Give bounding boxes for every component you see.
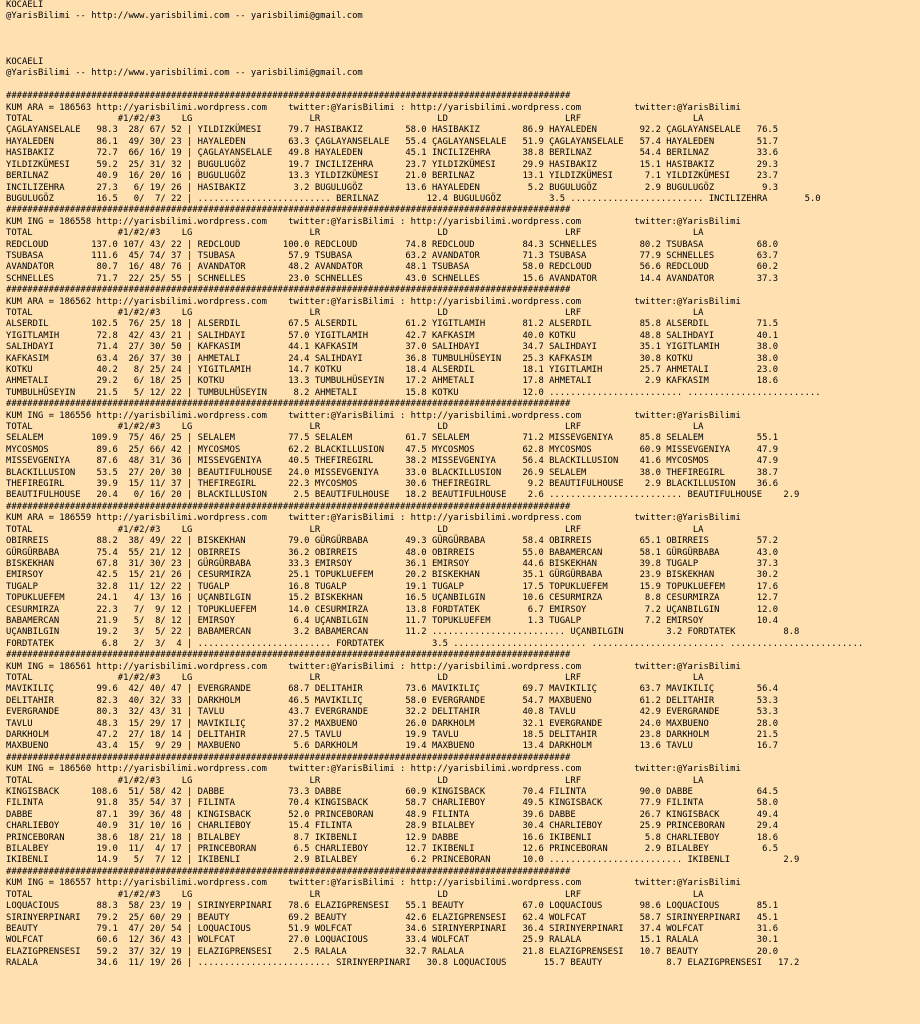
text-line: LOQUACIOUS 88.3 58/ 23/ 19 | SIRINYERPINARI 78.6 ELAZIGPRENSESI 55.1 BEAUTY 67.0 LOQUACIOUS 98.6 LOQUACIOUS 85.1 — [6, 901, 779, 912]
text-line: TOTAL #1/#2/#3 LG LR LD LRF LA — [6, 228, 704, 239]
text-line: KINGISBACK 108.6 51/ 58/ 42 | DABBE 73.3 DABBE 60.9 KINGISBACK 70.4 FILINTA 90.0 DABBE 64.5 — [6, 787, 779, 798]
text-line: @YarisBilimi -- http://www.yarisbilimi.com -- yarisbilimi@gmail.com — [6, 11, 363, 22]
text-line: TOTAL #1/#2/#3 LG LR LD LRF LA — [6, 114, 704, 125]
text-line: ########################################################################################################## — [6, 205, 571, 216]
text-line: YIGITLAMIH 72.8 42/ 43/ 21 | SALIHDAYI 57.0 YIGITLAMIH 42.7 KAFKASIM 40.0 KOTKU 48.8 SALIHDAYI 40.1 — [6, 330, 779, 341]
text-line: BERILNAZ 40.9 16/ 20/ 16 | BUGULUGÖZ 13.3 YILDIZKÜMESI 21.0 BERILNAZ 13.1 YILDIZKÜMESI 7.1 YILDIZKÜMESI 23.7 — [6, 171, 779, 182]
text-line: EMIRSOY 42.5 15/ 21/ 26 | CESURMIRZA 25.1 TOPUKLUEFEM 20.2 BISKEKHAN 35.1 GÜRGÜRBABA 23.9 BISKEKHAN 30.2 — [6, 570, 779, 581]
text-line: SCHNELLES 71.7 22/ 25/ 55 | SCHNELLES 23.0 SCHNELLES 43.0 SCHNELLES 15.6 AVANDATOR 14.4 AVANDATOR 37.3 — [6, 273, 779, 284]
text-line: KAFKASIM 63.4 26/ 37/ 30 | AHMETALI 24.4 SALIHDAYI 36.8 TUMBULHÜSEYIN 25.3 KAFKASIM 30.8 KOTKU 38.0 — [6, 353, 779, 364]
text-line: TOTAL #1/#2/#3 LG LR LD LRF LA — [6, 307, 704, 318]
text-line: AVANDATOR 80.7 16/ 48/ 76 | AVANDATOR 48.2 AVANDATOR 48.1 TSUBASA 58.0 REDCLOUD 56.6 REDCLOUD 60.2 — [6, 262, 779, 273]
text-line: KOTKU 40.2 8/ 25/ 24 | YIGITLAMIH 14.7 KOTKU 18.4 ALSERDIL 18.1 YIGITLAMIH 25.7 AHMETALI 23.0 — [6, 365, 779, 375]
text-line: MAXBUENO 43.4 15/ 9/ 29 | MAXBUENO 5.6 DARKHOLM 19.4 MAXBUENO 13.4 DARKHOLM 13.6 TAVLU 16.7 — [6, 741, 779, 752]
text-line: MISSEVGENIYA 87.6 48/ 31/ 36 | MISSEVGENIYA 40.5 THEFIREGIRL 38.2 MISSEVGENIYA 56.4 BLACKILLUSION 41.6 MYCOSMOS 47.9 — [6, 456, 779, 467]
text-line: BUGULUGÖZ 16.5 0/ 7/ 22 | ......................... BERILNAZ 12.4 BUGULUGÖZ 3.5 ......................... INCILIZEHRA 5.0 — [6, 193, 821, 204]
text-line: ########################################################################################################## — [6, 91, 571, 102]
text-line: WOLFCAT 60.6 12/ 36/ 43 | WOLFCAT 27.0 LOQUACIOUS 33.4 WOLFCAT 25.9 RALALA 15.1 RALALA 30.1 — [6, 935, 779, 946]
text-line: KUM ING = 186558 http://yarisbilimi.wordpress.com twitter:@YarisBilimi : http://yarisbilimi.wordpress.com twitter:@YarisBilimi — [6, 216, 741, 227]
text-line: BEAUTIFULHOUSE 20.4 0/ 16/ 20 | BLACKILLUSION 2.5 BEAUTIFULHOUSE 18.2 BEAUTIFULHOUSE 2.6 ......................... BEAUTIFULHOUSE 2.9 — [6, 490, 800, 501]
text-line: TOTAL #1/#2/#3 LG LR LD LRF LA — [6, 422, 704, 433]
text-line: SALIHDAYI 71.4 27/ 30/ 50 | KAFKASIM 44.1 KAFKASIM 37.0 SALIHDAYI 34.7 SALIHDAYI 35.1 YIGITLAMIH 38.0 — [6, 342, 779, 353]
text-line: DARKHOLM 47.2 27/ 18/ 14 | DELITAHIR 27.5 TAVLU 19.9 TAVLU 18.5 DELITAHIR 23.8 DARKHOLM 21.5 — [6, 730, 779, 740]
text-line: DABBE 87.1 39/ 36/ 48 | KINGISBACK 52.0 PRINCEBORAN 48.9 FILINTA 39.6 DABBE 26.7 KINGISBACK 49.4 — [6, 809, 779, 820]
text-line: BABAMERCAN 21.9 5/ 8/ 12 | EMIRSOY 6.4 UÇANBILGIN 11.7 TOPUKLUEFEM 1.3 TUGALP 7.2 EMIRSOY 10.4 — [6, 615, 779, 626]
text-line: CESURMIRZA 22.3 7/ 9/ 12 | TOPUKLUEFEM 14.0 CESURMIRZA 13.8 FORDTATEK 6.7 EMIRSOY 7.2 UÇANBILGIN 12.0 — [6, 604, 779, 615]
text-line: SELALEM 109.9 75/ 46/ 25 | SELALEM 77.5 SELALEM 61.7 SELALEM 71.2 MISSEVGENIYA 85.8 SELALEM 55.1 — [6, 433, 779, 444]
text-line: PRINCEBORAN 38.6 18/ 21/ 18 | BILALBEY 8.7 IKIBENLI 12.9 DABBE 16.6 IKIBENLI 5.8 CHARLIEBOY 18.6 — [6, 832, 779, 843]
text-line: YILDIZKÜMESI 59.2 25/ 31/ 32 | BUGULUGÖZ 19.7 INCILIZEHRA 23.7 YILDIZKÜMESI 29.9 HASIBAKIZ 15.1 HASIBAKIZ 29.3 — [6, 159, 779, 170]
text-line: SIRINYERPINARI 79.2 25/ 60/ 29 | BEAUTY 69.2 BEAUTY 42.6 ELAZIGPRENSESI 62.4 WOLFCAT 58.7 SIRINYERPINARI 45.1 — [6, 912, 779, 923]
text-line: MAVIKILIÇ 99.6 42/ 40/ 47 | EVERGRANDE 68.7 DELITAHIR 73.6 MAVIKILIÇ 69.7 MAVIKILIÇ 63.7 MAVIKILIÇ 56.4 — [6, 684, 779, 695]
text-line: TOTAL #1/#2/#3 LG LR LD LRF LA — [6, 672, 704, 683]
text-line: MYCOSMOS 89.6 25/ 66/ 42 | MYCOSMOS 62.2 BLACKILLUSION 47.5 MYCOSMOS 62.8 MYCOSMOS 60.9 MISSEVGENIYA 47.9 — [6, 444, 779, 455]
text-line: KOCAELI — [6, 0, 44, 10]
text-line: ÇAGLAYANSELALE 98.3 28/ 67/ 52 | YILDIZKÜMESI 79.7 HASIBAKIZ 58.0 HASIBAKIZ 86.9 HAYALEDEN 92.2 ÇAGLAYANSELALE 76.5 — [6, 125, 779, 136]
text-line: ########################################################################################################## — [6, 650, 571, 661]
text-line: UÇANBILGIN 19.2 3/ 5/ 22 | BABAMERCAN 3.2 BABAMERCAN 11.2 ......................... UÇANBILGIN 3.2 FORDTATEK 8.8 — [6, 627, 800, 638]
text-line: KOCAELI — [6, 57, 44, 68]
text-line — [6, 80, 920, 91]
text-line: RALALA 34.6 11/ 19/ 26 | ......................... SIRINYERPINARI 30.8 LOQUACIOUS 15.7 BEAUTY 8.7 ELAZIGPRENSESI 17.2 — [6, 958, 800, 969]
text-line: FILINTA 91.8 35/ 54/ 37 | FILINTA 70.4 KINGISBACK 58.7 CHARLIEBOY 49.5 KINGISBACK 77.9 FILINTA 58.0 — [6, 798, 779, 809]
text-line: HAYALEDEN 86.1 49/ 30/ 23 | HAYALEDEN 63.3 ÇAGLAYANSELALE 55.4 ÇAGLAYANSELALE 51.9 ÇAGLAYANSELALE 57.4 HAYALEDEN 51.7 — [6, 136, 779, 147]
text-line — [6, 34, 920, 45]
text-line: DELITAHIR 82.3 40/ 32/ 33 | DARKHOLM 46.5 MAVIKILIÇ 58.0 EVERGRANDE 54.7 MAXBUENO 61.2 DELITAHIR 53.3 — [6, 695, 779, 706]
text-line: TUGALP 32.8 11/ 12/ 22 | TUGALP 16.8 TUGALP 19.1 TUGALP 17.5 TOPUKLUEFEM 15.9 TOPUKLUEFEM 17.6 — [6, 581, 779, 592]
text-line: THEFIREGIRL 39.9 15/ 11/ 37 | THEFIREGIRL 22.3 MYCOSMOS 30.6 THEFIREGIRL 9.2 BEAUTIFULHOUSE 2.9 BLACKILLUSION 36.6 — [6, 479, 779, 490]
text-line: ########################################################################################################## — [6, 866, 571, 877]
text-line: TOPUKLUEFEM 24.1 4/ 13/ 16 | UÇANBILGIN 15.2 BISKEKHAN 16.5 UÇANBILGIN 10.6 CESURMIRZA 8.8 CESURMIRZA 12.7 — [6, 593, 779, 604]
text-line: KUM ARA = 186563 http://yarisbilimi.wordpress.com twitter:@YarisBilimi : http://yarisbilimi.wordpress.com twitter:@YarisBilimi — [6, 102, 741, 113]
text-line: ########################################################################################################## — [6, 752, 571, 763]
text-line: ALSERDIL 102.5 76/ 25/ 18 | ALSERDIL 67.5 ALSERDIL 61.2 YIGITLAMIH 81.2 ALSERDIL 85.8 ALSERDIL 71.5 — [6, 319, 779, 330]
text-line: ########################################################################################################## — [6, 501, 571, 512]
text-line: AHMETALI 29.2 6/ 18/ 25 | KOTKU 13.3 TUMBULHÜSEYIN 17.2 AHMETALI 17.8 AHMETALI 2.9 KAFKASIM 18.6 — [6, 376, 779, 387]
text-line: GÜRGÜRBABA 75.4 55/ 21/ 12 | OBIRREIS 36.2 OBIRREIS 48.0 OBIRREIS 55.0 BABAMERCAN 58.1 GÜRGÜRBABA 43.0 — [6, 547, 779, 558]
text-line: IKIBENLI 14.9 5/ 7/ 12 | IKIBENLI 2.9 BILALBEY 6.2 PRINCEBORAN 10.0 ......................... IKIBENLI 2.9 — [6, 855, 800, 866]
text-line: KUM ARA = 186562 http://yarisbilimi.wordpress.com twitter:@YarisBilimi : http://yarisbilimi.wordpress.com twitter:@YarisBilimi — [6, 296, 741, 307]
text-line: REDCLOUD 137.0 107/ 43/ 22 | REDCLOUD 100.0 REDCLOUD 74.8 REDCLOUD 84.3 SCHNELLES 80.2 TSUBASA 68.0 — [6, 239, 779, 250]
text-line: KUM ING = 186556 http://yarisbilimi.wordpress.com twitter:@YarisBilimi : http://yarisbilimi.wordpress.com twitter:@YarisBilimi — [6, 410, 741, 421]
text-line: FORDTATEK 6.8 2/ 3/ 4 | ......................... FORDTATEK 3.5 ......................... ......................... ......................... — [6, 638, 864, 649]
text-line: TOTAL #1/#2/#3 LG LR LD LRF LA — [6, 889, 704, 900]
text-line: ########################################################################################################## — [6, 285, 571, 296]
text-line — [6, 23, 920, 34]
text-line: TUMBULHÜSEYIN 21.5 5/ 12/ 22 | TUMBULHÜSEYIN 8.2 AHMETALI 15.8 KOTKU 12.0 ......................... ......................... — [6, 387, 821, 398]
text-line: ########################################################################################################## — [6, 399, 571, 410]
text-line: BEAUTY 79.1 47/ 20/ 54 | LOQUACIOUS 51.9 WOLFCAT 34.6 SIRINYERPINARI 36.4 SIRINYERPINARI 37.4 WOLFCAT 31.6 — [6, 923, 779, 934]
text-line: KUM ING = 186561 http://yarisbilimi.wordpress.com twitter:@YarisBilimi : http://yarisbilimi.wordpress.com twitter:@YarisBilimi — [6, 661, 741, 672]
text-line: @YarisBilimi -- http://www.yarisbilimi.com -- yarisbilimi@gmail.com — [6, 68, 363, 79]
text-line: HASIBAKIZ 72.7 66/ 16/ 19 | ÇAGLAYANSELALE 49.8 HAYALEDEN 45.1 INCILIZEHRA 38.8 BERILNAZ 54.4 BERILNAZ 33.6 — [6, 148, 779, 159]
text-line: TOTAL #1/#2/#3 LG LR LD LRF LA — [6, 775, 704, 786]
text-line: OBIRREIS 88.2 38/ 49/ 22 | BISKEKHAN 79.0 GÜRGÜRBABA 49.3 GÜRGÜRBABA 58.4 OBIRREIS 65.1 OBIRREIS 57.2 — [6, 536, 779, 547]
text-line: TSUBASA 111.6 45/ 74/ 37 | TSUBASA 57.9 TSUBASA 63.2 AVANDATOR 71.3 TSUBASA 77.9 SCHNELLES 63.7 — [6, 250, 779, 261]
text-line: CHARLIEBOY 40.9 31/ 10/ 16 | CHARLIEBOY 15.4 FILINTA 28.9 BILALBEY 30.4 CHARLIEBOY 25.9 PRINCEBORAN 29.4 — [6, 821, 779, 832]
text-line: KUM ARA = 186559 http://yarisbilimi.wordpress.com twitter:@YarisBilimi : http://yarisbilimi.wordpress.com twitter:@YarisBilimi — [6, 513, 741, 524]
text-line — [6, 46, 920, 57]
text-line: TAVLU 48.3 15/ 29/ 17 | MAVIKILIÇ 37.2 MAXBUENO 26.0 DARKHOLM 32.1 EVERGRANDE 24.0 MAXBUENO 28.0 — [6, 718, 779, 729]
text-line: KUM ING = 186560 http://yarisbilimi.wordpress.com twitter:@YarisBilimi : http://yarisbilimi.wordpress.com twitter:@YarisBilimi — [6, 764, 741, 775]
text-line: BISKEKHAN 67.8 31/ 30/ 23 | GÜRGÜRBABA 33.3 EMIRSOY 36.1 EMIRSOY 44.6 BISKEKHAN 39.8 TUGALP 37.3 — [6, 558, 779, 569]
text-line: INCILIZEHRA 27.3 6/ 19/ 26 | HASIBAKIZ 3.2 BUGULUGÖZ 13.6 HAYALEDEN 5.2 BUGULUGÖZ 2.9 BUGULUGÖZ 9.3 — [6, 182, 779, 193]
text-line: TOTAL #1/#2/#3 LG LR LD LRF LA — [6, 524, 704, 535]
text-line: ELAZIGPRENSESI 59.2 37/ 32/ 19 | ELAZIGPRENSESI 2.5 RALALA 32.7 RALALA 21.8 ELAZIGPRENSESI 10.7 BEAUTY 20.0 — [6, 946, 779, 957]
text-line: KUM ING = 186557 http://yarisbilimi.wordpress.com twitter:@YarisBilimi : http://yarisbilimi.wordpress.com twitter:@YarisBilimi — [6, 878, 741, 889]
text-line: BLACKILLUSION 53.5 27/ 20/ 30 | BEAUTIFULHOUSE 24.0 MISSEVGENIYA 33.0 BLACKILLUSION 26.9 SELALEM 38.0 THEFIREGIRL 38.7 — [6, 467, 779, 478]
text-line: BILALBEY 19.0 11/ 4/ 17 | PRINCEBORAN 6.5 CHARLIEBOY 12.7 IKIBENLI 12.6 PRINCEBORAN 2.9 BILALBEY 6.5 — [6, 844, 779, 855]
text-line: EVERGRANDE 80.3 32/ 43/ 31 | TAVLU 43.7 EVERGRANDE 32.2 DELITAHIR 40.8 TAVLU 42.9 EVERGRANDE 53.3 — [6, 707, 779, 718]
